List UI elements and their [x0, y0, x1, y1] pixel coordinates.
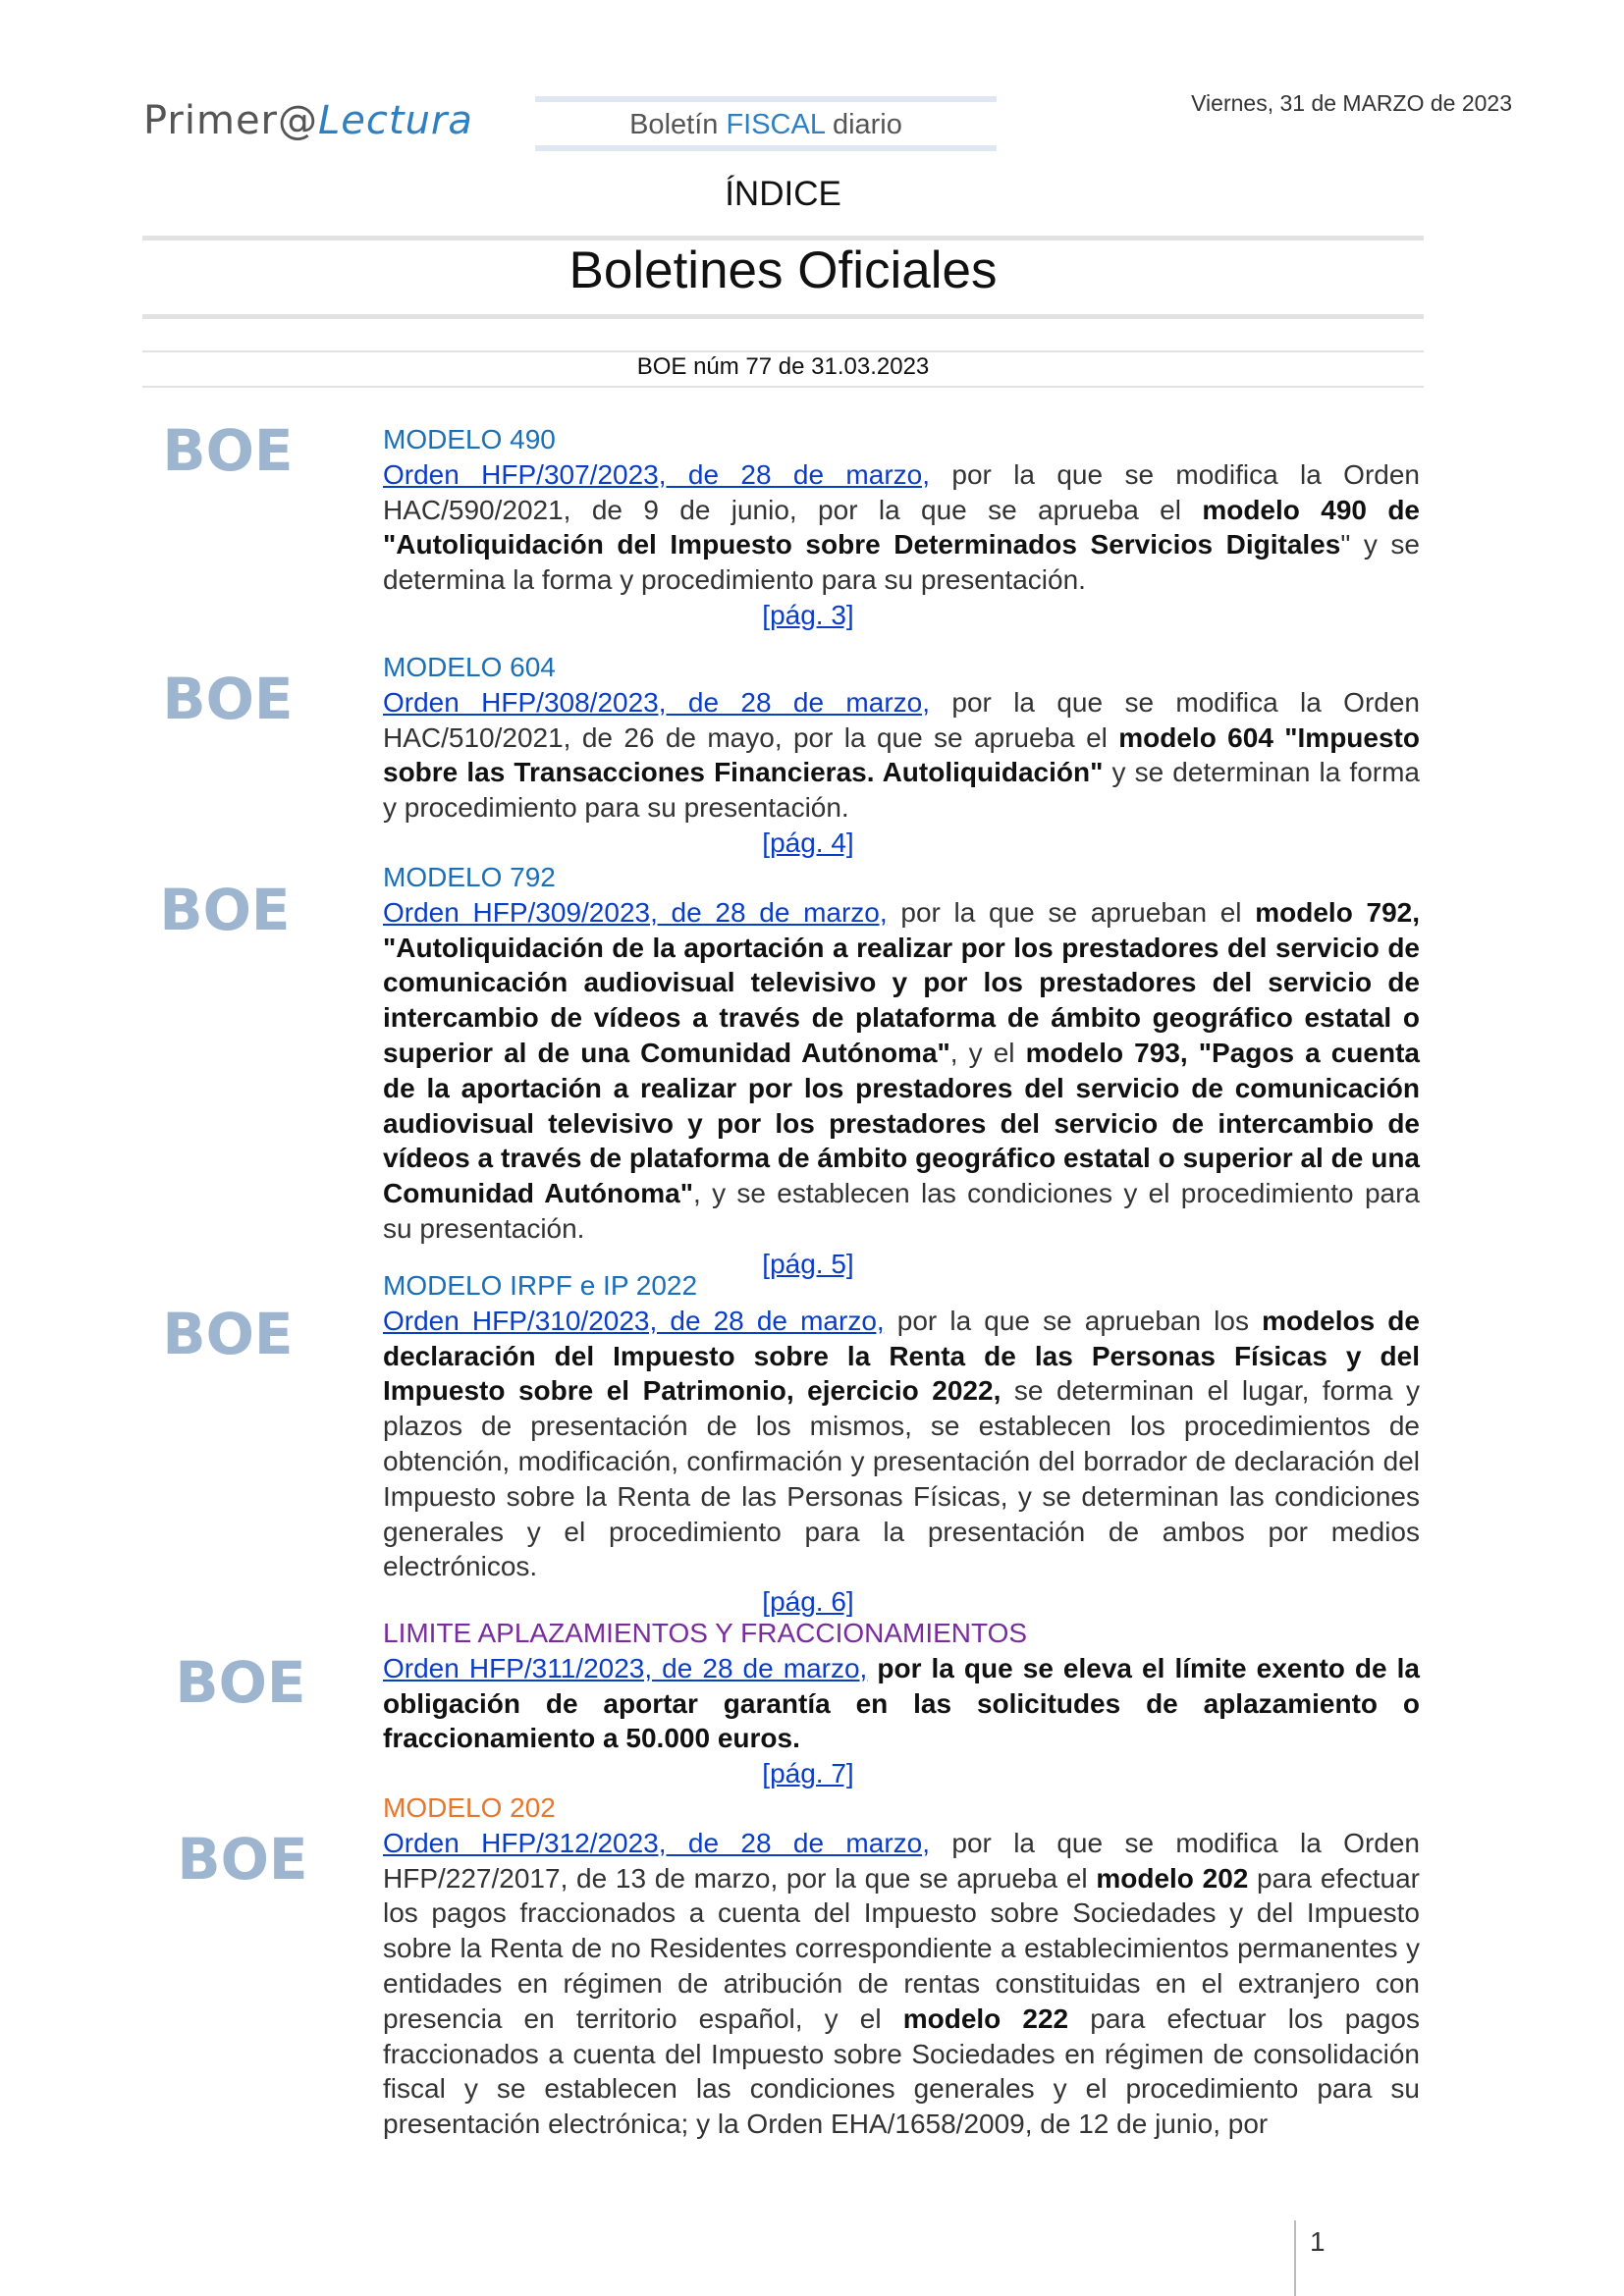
- boe-logo-text: BOE: [159, 877, 291, 939]
- bulletin-prefix: Boletín: [629, 109, 727, 140]
- entry-text: por la que se aprueban el: [887, 896, 1256, 928]
- order-link[interactable]: Orden HFP/311/2023, de 28 de marzo,: [383, 1652, 868, 1683]
- bulletin-fiscal: FISCAL: [726, 109, 825, 140]
- entry-body: [383, 895, 1420, 1247]
- page-link[interactable]: [pág. 6]: [762, 1586, 854, 1618]
- entry-heading: MODELO 792: [383, 862, 556, 892]
- order-link[interactable]: Orden HFP/307/2023, de 28 de marzo,: [383, 458, 930, 490]
- entry-bold-text: por la que se eleva el límite exento de la obligación de aportar garantía en las solicitudes de aplazamiento o fraccionamiento a 50.000 euros.: [383, 1652, 1420, 1754]
- boe-logo-text: BOE: [177, 1826, 308, 1889]
- entry-text: y se determinan la forma y procedimiento para su presentación.: [383, 757, 1420, 824]
- bulletin-title: [535, 96, 997, 151]
- entry-text: por la que se modifica la Orden HAC/590/2021, de 9 de junio, por la que se aprueba el: [383, 458, 1420, 525]
- entry-modelo-490: [383, 422, 1420, 633]
- brand-logo: [143, 98, 473, 143]
- entry-bold-text: modelo 793, "Pagos a cuenta de la aportación a realizar por los prestadores del servicio de comunicación audiovisual televisivo y por los prestadores del servicio de intercambio de vídeos a través de plataforma de ámbito geográfico estatal o superior al de una Comunidad Autónoma": [383, 1037, 1420, 1209]
- brand-part-1: Primer@: [143, 98, 318, 143]
- page-link[interactable]: [pág. 7]: [762, 1758, 854, 1789]
- boe-logo-icon: [173, 1649, 308, 1712]
- boe-logo-text: BOE: [175, 1649, 306, 1712]
- boe-issue-header: BOE núm 77 de 31.03.2023: [636, 353, 930, 380]
- page-ref: [383, 598, 1420, 633]
- entry-text: por la que se modifica la Orden HFP/227/2017, de 13 de marzo, por la que se aprueba el: [383, 1827, 1420, 1894]
- order-link[interactable]: Orden HFP/310/2023, de 28 de marzo,: [383, 1305, 885, 1336]
- entry-bold-text: modelos de declaración del Impuesto sobre la Renta de las Personas Físicas y del Impuesto sobre el Patrimonio, ejercicio 2022,: [383, 1305, 1420, 1407]
- entry-bold-text: modelo 792, "Autoliquidación de la aportación a realizar por los prestadores del servicio de comunicación audiovisual televisivo y por los prestadores del servicio de intercambio de vídeos a través de plataforma de ámbito geográfico estatal o superior al de una Comunidad Autónoma": [383, 896, 1420, 1068]
- entry-modelo-irpf-ip: [383, 1268, 1420, 1620]
- entry-text: para efectuar los pagos fraccionados a cuenta del Impuesto sobre Sociedades y del Impuesto sobre la Renta de no Residentes correspondiente a establecimientos permanentes y entidades en régimen de atribución de rentas constituidas en el extranjero con presencia en territorio español, y el: [383, 1862, 1420, 2034]
- brand-part-2: Lectura: [318, 98, 473, 143]
- entry-bold-text: modelo 604 "Impuesto sobre las Transacciones Financieras. Autoliquidación": [383, 721, 1420, 788]
- entry-text: para efectuar los pagos fraccionados a cuenta del Impuesto sobre Sociedades en régimen de consolidación fiscal y se establecen las condiciones generales y el procedimiento para su presentación electrónica; y la Orden EHA/1658/2009, de 12 de junio, por: [383, 2002, 1420, 2140]
- page-number: 1: [1310, 2226, 1326, 2257]
- entry-text: por la que se aprueban los: [884, 1305, 1263, 1336]
- page-ref: [383, 826, 1420, 861]
- entry-text: , y se establecen las condiciones y el procedimiento para su presentación.: [383, 1178, 1420, 1244]
- page-ref: [383, 1756, 1420, 1791]
- page-link[interactable]: [pág. 3]: [762, 599, 854, 630]
- entry-heading: MODELO 490: [383, 424, 556, 454]
- entry-modelo-792: [383, 860, 1420, 1282]
- page-number-rule: [1294, 2220, 1296, 2296]
- issue-date: Viernes, 31 de MARZO de 2023: [1191, 90, 1512, 116]
- entry-body: [383, 1304, 1420, 1584]
- entry-heading: LIMITE APLAZAMIENTOS Y FRACCIONAMIENTOS: [383, 1618, 1028, 1648]
- entry-heading: MODELO 202: [383, 1792, 556, 1823]
- entry-bold-text: modelo 490 de "Autoliquidación del Impuesto sobre Determinados Servicios Digitales: [383, 494, 1420, 561]
- index-label: ÍNDICE: [725, 175, 841, 213]
- entry-heading: MODELO IRPF e IP 2022: [383, 1270, 698, 1301]
- entry-text: se determinan el lugar, forma y plazos de presentación de los mismos, se establecen los procedimientos de obtención, modificación, confirmación y presentación del borrador de declaración del Impuesto sobre la Renta de las Personas Físicas, y se determinan las condiciones generales y el procedimiento para la presentación de ambos por medios electrónicos.: [383, 1375, 1420, 1582]
- entry-body: [383, 1826, 1420, 2142]
- entry-text: " y se determina la forma y procedimiento para su presentación.: [383, 529, 1420, 596]
- entry-body: [383, 685, 1420, 826]
- boe-logo-icon: [160, 1301, 296, 1363]
- entry-modelo-604: [383, 650, 1420, 861]
- boe-logo-text: BOE: [162, 1301, 294, 1363]
- entry-modelo-202: [383, 1790, 1420, 2142]
- order-link[interactable]: Orden HFP/309/2023, de 28 de marzo,: [383, 896, 888, 928]
- order-link[interactable]: Orden HFP/312/2023, de 28 de marzo,: [383, 1827, 930, 1858]
- boe-logo-icon: [160, 666, 296, 728]
- page-link[interactable]: [pág. 5]: [762, 1248, 854, 1279]
- bulletin-suffix: diario: [824, 109, 902, 140]
- boe-header-rule-bottom: [142, 386, 1424, 388]
- divider-bottom: [142, 314, 1424, 319]
- boe-logo-text: BOE: [162, 666, 294, 728]
- order-link[interactable]: Orden HFP/308/2023, de 28 de marzo,: [383, 686, 930, 718]
- entry-bold-text: modelo 222: [902, 2002, 1069, 2034]
- page-link[interactable]: [pág. 4]: [762, 827, 854, 858]
- section-title: Boletines Oficiales: [568, 241, 998, 299]
- entry-text: , y el: [949, 1037, 1026, 1068]
- entry-heading: MODELO 604: [383, 652, 556, 682]
- boe-header-rule-top: [142, 350, 1424, 352]
- entry-body: [383, 1651, 1420, 1756]
- entry-bold-text: modelo 202: [1096, 1862, 1249, 1894]
- boe-logo-icon: [157, 877, 293, 939]
- boe-logo-text: BOE: [162, 417, 294, 480]
- entry-limite-aplazamientos: [383, 1616, 1420, 1791]
- boe-logo-icon: [175, 1826, 310, 1889]
- entry-text: por la que se modifica la Orden HAC/510/2021, de 26 de mayo, por la que se aprueba el: [383, 686, 1420, 753]
- entry-body: [383, 457, 1420, 598]
- boe-logo-icon: [160, 417, 296, 480]
- page-ref: [383, 1584, 1420, 1620]
